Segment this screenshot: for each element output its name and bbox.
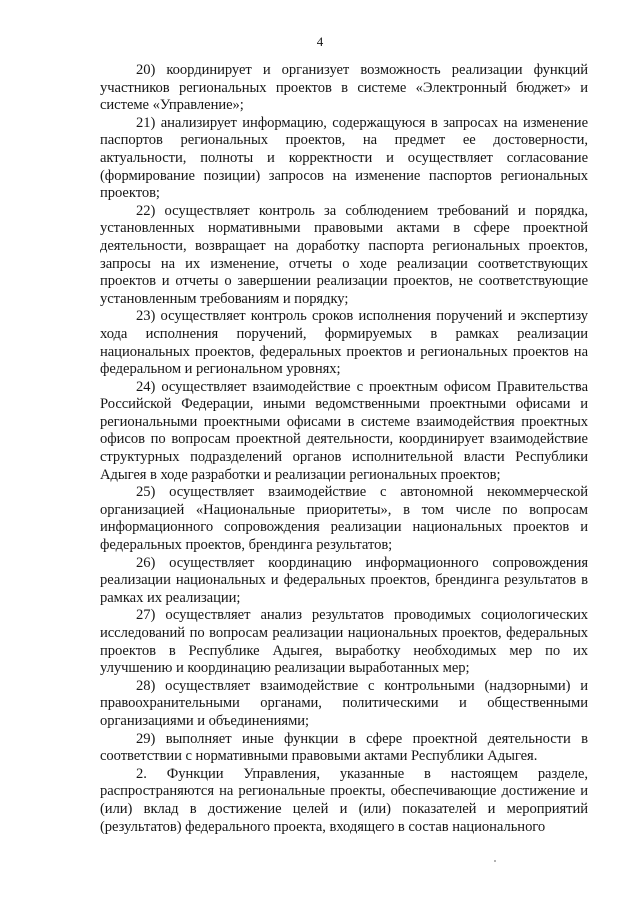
- paragraph-item-22: 22) осуществляет контроль за соблюдением требований и порядка, установленных нормативными правовыми актами в сфере проектной деятельности, возвращает на доработку паспорта региональных проектов, запросы на их изменение, отчеты о ходе реализации соответствующих проектов и отчеты о завершении реализации проектов, не соответствующие установленным требованиям и порядку;: [100, 202, 588, 307]
- scan-speck: [494, 860, 496, 862]
- paragraph-item-20: 20) координирует и организует возможность реализации функций участников региональных проектов в системе «Электронный бюджет» и системе «Управление»;: [100, 62, 588, 114]
- document-body: [100, 62, 588, 836]
- paragraph-item-27: 27) осуществляет анализ результатов проводимых социологических исследований по вопросам реализации национальных проектов, федеральных проектов в Республике Адыгея, выработку необходимых мер по их улучшению и координацию реализации выработанных мер;: [100, 607, 588, 677]
- paragraph-item-28: 28) осуществляет взаимодействие с контрольными (надзорными) и правоохранительными органами, политическими и общественными организациями и объединениями;: [100, 677, 588, 729]
- paragraph-item-23: 23) осуществляет контроль сроков исполнения поручений и экспертизу хода исполнения поручений, формируемых в рамках реализации национальных проектов, федеральных проектов и региональных проектов на федеральном и региональном уровнях;: [100, 308, 588, 378]
- paragraph-item-25: 25) осуществляет взаимодействие с автономной некоммерческой организацией «Национальные приоритеты», в том числе по вопросам информационного сопровождения реализации национальных проектов и федеральных проектов, брендинга результатов;: [100, 484, 588, 554]
- paragraph-item-24: 24) осуществляет взаимодействие с проектным офисом Правительства Российской Федерации, иными ведомственными проектными офисами и региональными проектными офисами в системе взаимодействия проектных офисов по вопросам проектной деятельности, координирует взаимодействие структурных подразделений органов исполнительной власти Республики Адыгея в ходе разработки и реализации региональных проектов;: [100, 378, 588, 483]
- paragraph-section-2: 2. Функции Управления, указанные в настоящем разделе, распространяются на региональные проекты, обеспечивающие достижение и (или) вклад в достижение целей и (или) показателей и мероприятий (результатов) федерального проекта, входящего в состав национального: [100, 765, 588, 835]
- page-number: 4: [316, 34, 324, 49]
- paragraph-item-26: 26) осуществляет координацию информационного сопровождения реализации национальных и федеральных проектов, брендинга результатов в рамках их реализации;: [100, 554, 588, 606]
- paragraph-item-21: 21) анализирует информацию, содержащуюся в запросах на изменение паспортов региональных проектов, на предмет ее достоверности, актуальности, полноты и корректности и осуществляет согласование (формирование позиции) запросов на изменение паспортов региональных проектов;: [100, 114, 588, 202]
- paragraph-item-29: 29) выполняет иные функции в сфере проектной деятельности в соответствии с нормативными правовыми актами Республики Адыгея.: [100, 730, 588, 765]
